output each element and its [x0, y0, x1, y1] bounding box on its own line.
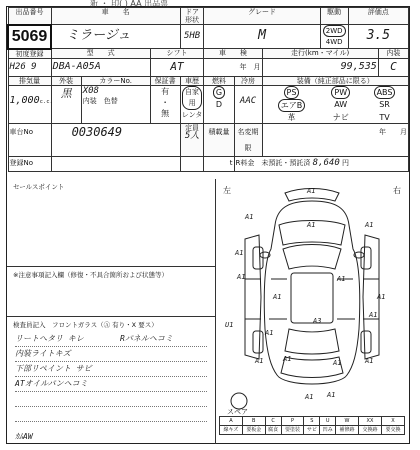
reg-value: H26 9	[8, 58, 51, 76]
exp-month: 月	[400, 127, 407, 136]
mark-left-door: A1	[237, 273, 246, 281]
mark-left-center: A1	[273, 293, 282, 301]
mark-rear-a1: A1	[283, 355, 292, 363]
spare-label: スペア	[227, 408, 248, 416]
disp-number: 1,000	[9, 94, 40, 106]
sales-section	[7, 179, 215, 267]
equip-aw: AW	[334, 99, 348, 109]
legend-desc-x: 要交換	[381, 426, 404, 435]
equip-tv: TV	[379, 112, 390, 122]
shift-value: AT	[150, 58, 204, 76]
lot-label: 出品番号	[8, 8, 51, 25]
inspector-note-2: Rパネルヘコミ	[120, 334, 173, 343]
colorno-value: X08	[82, 85, 99, 96]
inspect-year: 年	[239, 62, 247, 71]
type-value: DBA-A05A	[51, 58, 150, 76]
mark-front-right: A1	[365, 221, 374, 229]
legend-desc-w: 補修跡	[336, 426, 359, 435]
drive-label: 駆動	[320, 8, 348, 25]
mark-rear-right: A1	[365, 357, 374, 365]
legend-key-x: X	[381, 417, 404, 426]
inspector-line-3	[15, 362, 207, 377]
lot-number: 5069	[8, 25, 51, 49]
vin-value: 0030649	[51, 123, 180, 156]
legend-key-s: S	[304, 417, 320, 426]
mark-left-rear-panel: U1	[225, 321, 234, 329]
inspector-line-6	[15, 407, 207, 422]
warranty-label: 保証書	[150, 76, 180, 85]
inspector-note-1: リートへタリ キレ	[15, 334, 84, 343]
drive-2wd: 2WD	[323, 25, 346, 37]
inner-label: 内装	[82, 96, 97, 105]
disp-label: 排気量	[8, 76, 51, 85]
legend-key-b: B	[242, 417, 265, 426]
colorno-label: カラーNo.	[81, 76, 150, 85]
legend-desc-u: 凹み	[320, 426, 336, 435]
interior-label: 内装	[378, 49, 408, 59]
cap-label: 定員	[185, 123, 200, 132]
legend-desc-s: サビ	[304, 426, 320, 435]
door-value: 5HB	[180, 25, 204, 49]
equip-pw: PW	[331, 86, 350, 99]
type-label: 型 式	[51, 49, 150, 59]
mark-left-front-side: A1	[235, 249, 244, 257]
fuel-label: 燃料	[204, 76, 234, 85]
legend-desc-xx: 交換跡	[359, 426, 382, 435]
exp-cell	[262, 123, 408, 156]
mark-right-rear: A1	[369, 311, 378, 319]
equip-navi: ナビ	[332, 112, 349, 122]
notes-section	[7, 267, 215, 317]
use-rent: レンタ	[181, 110, 203, 119]
regno-label: 登録No	[8, 156, 51, 171]
equipment-grid	[263, 86, 408, 123]
price-value: 8,640	[312, 157, 340, 168]
notes-title: ※注意事項記入欄（修復・不具合箇所および状態等）	[13, 271, 168, 279]
use-label: 車歴	[180, 76, 204, 85]
use-self: 自家用	[182, 86, 203, 110]
mark-front-left: A1	[245, 213, 254, 221]
equip-ps: PS	[284, 86, 300, 99]
ac-label: 冷房	[234, 76, 262, 85]
drive-value	[320, 25, 348, 49]
color-label: 外装	[51, 76, 81, 85]
inspector-line-4	[15, 377, 207, 392]
legend-table	[219, 416, 405, 435]
drive-4wd: 4WD	[325, 38, 343, 46]
colorno-cell	[81, 85, 150, 123]
model-name: ミラージュ	[51, 25, 180, 49]
legend-desc-b: 要板金	[242, 426, 265, 435]
score-value: 3.5	[348, 25, 408, 49]
mark-left-rear: A1	[265, 329, 274, 337]
ac-value: AAC	[234, 85, 262, 123]
inspector-line-5	[15, 392, 207, 407]
inspector-note-3: 内装ライトキズ	[15, 349, 71, 358]
legend-key-u: U	[320, 417, 336, 426]
mileage-value: 99,535	[262, 58, 378, 76]
legend-desc-a: 線キズ	[220, 426, 243, 435]
auction-sheet	[6, 6, 410, 444]
lower-left-panel	[7, 179, 216, 444]
legend-key-xx: XX	[359, 417, 382, 426]
score-label: 評価点	[348, 8, 408, 25]
mark-hood: A1	[307, 221, 316, 229]
inspect-value	[204, 58, 262, 76]
exp-label: 名変期限	[234, 123, 262, 156]
inspect-month: 月	[253, 62, 261, 71]
load-label: 積載量	[204, 123, 234, 156]
fuel-g: G	[213, 86, 225, 99]
warranty-yes: 有	[161, 86, 170, 96]
inspector-title: 検査員記入 フロントガラス（Ⓐ 有り・X 要ス）	[13, 321, 158, 329]
legend-key-p: P	[281, 417, 304, 426]
inspector-section	[7, 317, 215, 444]
warranty-cell: 有 ・ 無	[150, 85, 180, 123]
legend-key-c: C	[265, 417, 281, 426]
inspect-label: 車 検	[204, 49, 262, 59]
car-outline	[231, 189, 379, 410]
legend-key-a: A	[220, 417, 243, 426]
equipment-cell	[262, 85, 408, 123]
mark-right-door: A1	[337, 275, 346, 283]
sales-title: セールスポイント	[13, 183, 65, 191]
change-label: 色替	[103, 96, 118, 105]
mark-tailgate-right: A1	[333, 359, 342, 367]
header-grid	[7, 7, 409, 172]
fuel-d: D	[215, 99, 223, 109]
door-label: ドア形状	[180, 8, 204, 25]
legend-desc-c: 腐食	[265, 426, 281, 435]
use-cell	[180, 85, 204, 123]
equip-airbag: エアB	[278, 99, 306, 112]
exp-year: 年	[379, 127, 386, 136]
color-value: 黒	[51, 85, 81, 123]
reg-label: 初度登録	[8, 49, 51, 59]
grade-label: グレード	[204, 8, 320, 25]
top-faint-title: 新 ・ 印( ) AA 出品票	[90, 0, 169, 8]
equip-label: 装備（純正部品に限る）	[262, 76, 408, 85]
equip-abs: ABS	[374, 86, 396, 99]
mark-front-bumper: A1	[307, 187, 316, 195]
mark-rear-glass: A3	[313, 317, 322, 325]
diagram-right-label: 右	[393, 186, 401, 195]
mark-rear-bumper-right: A1	[327, 391, 336, 399]
mark-right-side: A1	[377, 293, 386, 301]
damage-diagram-panel	[215, 179, 409, 444]
legend-desc-p: 要塗装	[281, 426, 304, 435]
legend-key-w: W	[336, 417, 359, 426]
cap-cell	[180, 123, 204, 156]
diagram-left-label: 左	[223, 186, 231, 195]
price-cell	[234, 156, 408, 171]
inspector-line-2	[15, 347, 207, 362]
load-unit: t	[204, 156, 234, 171]
inspector-note-4: 下部リペイント サビ	[15, 364, 92, 373]
vin-label: 車台No	[8, 123, 51, 156]
fuel-cell	[204, 85, 234, 123]
model-label: 車 名	[51, 8, 180, 25]
shift-label: シフト	[150, 49, 204, 59]
mileage-label: 走行(km・マイル)	[262, 49, 378, 59]
inspector-note-5: ATオイルパンヘコミ	[15, 379, 88, 388]
disp-value	[8, 85, 51, 123]
cap-value: 5人	[184, 130, 200, 141]
mark-rear-left: A1	[255, 357, 264, 365]
price-label: R料金 未預託・預託済	[235, 158, 311, 167]
inspector-sign: ｶﾑAW	[15, 432, 33, 441]
equip-sr: SR	[379, 99, 390, 109]
equip-leather: 革	[287, 112, 296, 122]
warranty-no: 無	[161, 108, 170, 118]
inspector-line-1	[15, 332, 207, 347]
mark-rear-bumper: A1	[305, 393, 314, 401]
price-unit: 円	[341, 158, 349, 167]
grade-value: M	[204, 25, 320, 49]
disp-unit: c.c.	[39, 98, 53, 105]
interior-value: C	[378, 58, 408, 76]
